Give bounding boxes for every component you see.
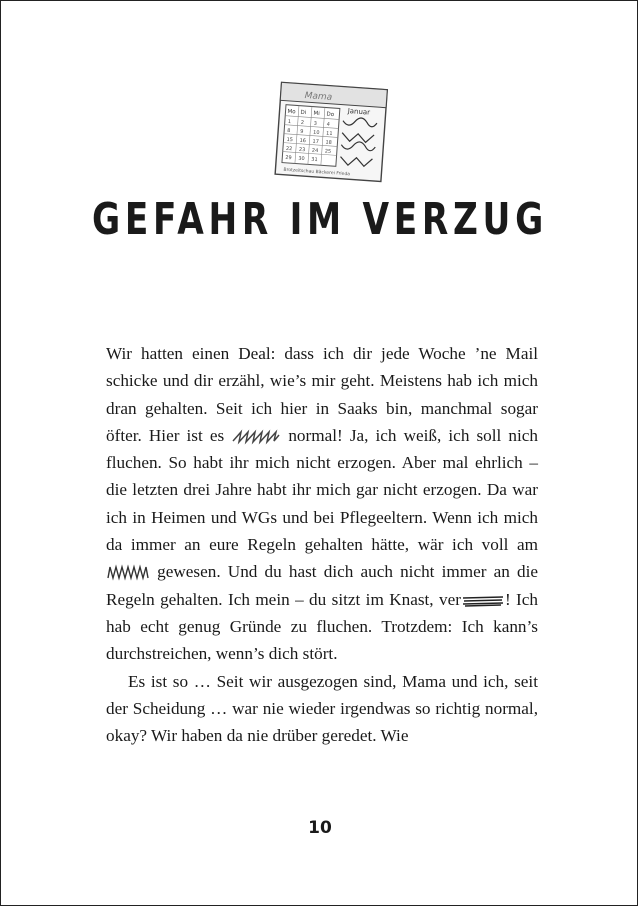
paragraph-2: Es ist so … Seit wir ausgezogen sind, Mama und ich, seit der Scheidung … war nie wieder irgendwas so richtig normal, okay? Wir haben da nie drüber geredet. Wie [106, 671, 538, 746]
svg-text:2: 2 [300, 119, 305, 127]
svg-text:29: 29 [285, 154, 292, 162]
calendar-illustration [272, 80, 392, 190]
svg-text:22: 22 [285, 145, 293, 153]
svg-text:25: 25 [324, 148, 332, 155]
paragraph-1-part-4: ! Ich hab echt genug Gründe zu fluchen. Trotzdem: Ich kann’s durchstreichen, wenn’s dich stört. [106, 589, 538, 664]
svg-text:16: 16 [299, 137, 307, 145]
svg-text:24: 24 [311, 147, 319, 155]
paragraph-1-part-1: Wir hatten einen Deal: dass ich dir jede Woche ’ne Mail schicke und dir erzähl, wie’s mir geht. Meistens hab ich mich dran gehalten. Seit ich hier in Saaks bin, manchmal sogar öfter. Hier ist es [106, 344, 538, 445]
svg-text:3: 3 [313, 120, 318, 127]
svg-text:23: 23 [298, 146, 306, 154]
calendar-top-label: Mama [304, 91, 333, 103]
calendar-weekday: Do [326, 111, 335, 119]
calendar-month: Januar [347, 107, 371, 117]
chapter-title: GEFAHR IM VERZUG [92, 194, 548, 245]
svg-text:10: 10 [312, 129, 320, 137]
calendar-weekday: Di [300, 109, 307, 117]
calendar-weekday: Mi [313, 110, 320, 118]
paragraph-1-part-2: normal! Ja, ich weiß, ich soll nich fluchen. So habt ihr mich nicht erzogen. Aber mal ehrlich – die letzten drei Jahre habt ihr mich gar nicht erzogen. Da war ich in Heimen und WGs und bei Pflegeeltern. Wenn ich mich da immer an eure Regeln gehalten hätte, wär ich voll am [106, 425, 539, 555]
paragraph-1 [106, 340, 538, 668]
calendar-sheet [275, 82, 387, 181]
svg-text:8: 8 [286, 127, 291, 135]
scribble-redaction-3 [461, 593, 505, 609]
svg-text:9: 9 [299, 128, 304, 135]
svg-text:1: 1 [287, 118, 292, 126]
svg-text:15: 15 [286, 136, 294, 144]
svg-text:18: 18 [325, 139, 333, 146]
scribble-redaction-1 [231, 429, 281, 445]
svg-text:4: 4 [326, 121, 331, 128]
page-number: 10 [308, 818, 332, 838]
svg-text:17: 17 [312, 138, 320, 146]
svg-text:30: 30 [298, 155, 305, 163]
calendar-footer: Brotzeitschau Bäckerei Frieda [283, 167, 351, 178]
paragraph-1-part-3: gewesen. Und du hast dich auch nicht immer an die Regeln gehalten. Ich mein – du sitzt im Knast, ver [106, 562, 538, 609]
svg-text:31: 31 [311, 156, 318, 164]
scribble-redaction-2 [106, 564, 150, 582]
body-text [106, 340, 538, 749]
calendar-weekday: Mo [287, 108, 296, 116]
svg-text:11: 11 [325, 130, 333, 138]
